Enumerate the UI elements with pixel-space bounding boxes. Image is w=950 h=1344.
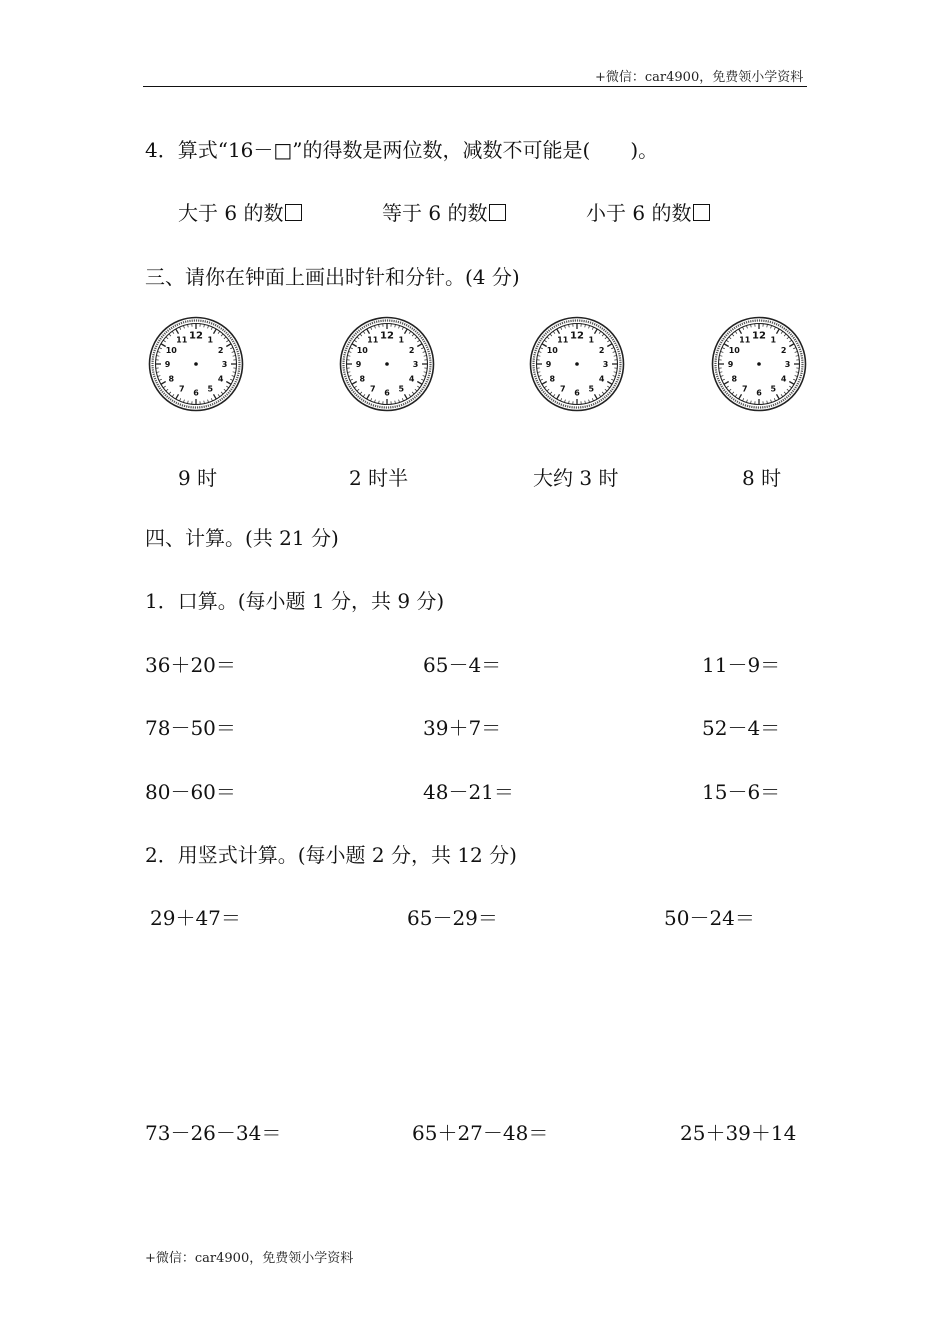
clock-number: 6 — [574, 388, 580, 398]
clock-number: 11 — [739, 335, 751, 345]
clock-number: 11 — [367, 335, 379, 345]
clock-number: 10 — [356, 345, 368, 355]
clock-number: 3 — [221, 360, 228, 369]
clock-number: 7 — [559, 384, 566, 394]
clock-number: 2 — [217, 345, 224, 355]
q4-option-3-label: 小于 6 的数 — [586, 201, 692, 225]
clock-number: 5 — [588, 384, 595, 394]
oral-calc-item: 78－50＝ — [145, 716, 236, 740]
clock-number: 11 — [557, 335, 569, 345]
q4-option-2-label: 等于 6 的数 — [382, 201, 488, 225]
section-3-title: 三、请你在钟面上画出时针和分针。(4 分) — [145, 265, 520, 289]
clock-center-dot — [757, 362, 761, 366]
part-1-title: 1．口算。(每小题 1 分，共 9 分) — [145, 589, 445, 613]
vertical-calc-item: 65－29＝ — [407, 906, 498, 930]
q4-option-1-checkbox[interactable] — [285, 204, 302, 221]
clock-number: 8 — [549, 374, 556, 384]
clock-number: 8 — [731, 374, 738, 384]
clock-center-dot — [385, 362, 389, 366]
clock-number: 3 — [412, 360, 419, 369]
clock-number: 4 — [217, 374, 224, 384]
part-2-title: 2．用竖式计算。(每小题 2 分，共 12 分) — [145, 843, 517, 867]
clock-number: 10 — [546, 345, 558, 355]
clock-number: 3 — [784, 360, 791, 369]
clock-number: 1 — [398, 335, 405, 345]
q4-option-2-checkbox[interactable] — [489, 204, 506, 221]
q4-option-1 — [178, 199, 302, 227]
clock-number: 9 — [727, 360, 734, 369]
clock-number: 1 — [207, 335, 214, 345]
clock-number: 4 — [408, 374, 415, 384]
clock-number: 4 — [598, 374, 605, 384]
oral-calc-item: 80－60＝ — [145, 780, 236, 804]
header-divider — [143, 86, 807, 87]
clock-number: 7 — [741, 384, 748, 394]
footer-watermark-note: +微信：car4900，免费领小学资料 — [145, 1251, 354, 1266]
clock-number: 9 — [164, 360, 171, 369]
clock-number: 12 — [380, 330, 394, 342]
vertical-calc-item: 73－26－34＝ — [145, 1121, 282, 1145]
clock-number: 8 — [359, 374, 366, 384]
clock-number: 1 — [588, 335, 595, 345]
clock-number: 4 — [780, 374, 787, 384]
oral-calc-item: 65－4＝ — [423, 653, 502, 677]
clock-number: 12 — [752, 330, 766, 342]
question-4-stem: 4．算式“16－□”的得数是两位数，减数不可能是( )。 — [145, 138, 659, 162]
clock-number: 7 — [178, 384, 185, 394]
clock-label-1: 9 时 — [178, 466, 218, 490]
clock-face-1[interactable] — [147, 316, 245, 412]
clock-face-4[interactable] — [710, 316, 808, 412]
oral-calc-item: 15－6＝ — [702, 780, 781, 804]
q4-option-1-label: 大于 6 的数 — [178, 201, 284, 225]
clock-number: 6 — [193, 388, 199, 398]
clock-number: 12 — [189, 330, 203, 342]
oral-calc-item: 39＋7＝ — [423, 716, 502, 740]
clock-number: 10 — [728, 345, 740, 355]
clock-number: 9 — [545, 360, 552, 369]
clock-number: 1 — [770, 335, 777, 345]
clock-number: 6 — [384, 388, 390, 398]
clock-number: 2 — [408, 345, 415, 355]
clock-number: 2 — [780, 345, 787, 355]
header-watermark-note: +微信：car4900，免费领小学资料 — [595, 70, 804, 85]
q4-option-2 — [382, 199, 506, 227]
q4-option-3-checkbox[interactable] — [693, 204, 710, 221]
oral-calc-item: 36＋20＝ — [145, 653, 236, 677]
clock-number: 11 — [176, 335, 188, 345]
clock-face-3[interactable] — [528, 316, 626, 412]
clock-label-4: 8 时 — [742, 466, 782, 490]
clock-number: 6 — [756, 388, 762, 398]
oral-calc-item: 52－4＝ — [702, 716, 781, 740]
clock-number: 5 — [770, 384, 777, 394]
clock-number: 2 — [598, 345, 605, 355]
clock-center-dot — [575, 362, 579, 366]
clock-number: 9 — [355, 360, 362, 369]
clock-number: 3 — [602, 360, 609, 369]
vertical-calc-item: 29＋47＝ — [150, 906, 241, 930]
vertical-calc-item: 25＋39＋14 — [680, 1121, 797, 1145]
clock-number: 8 — [168, 374, 175, 384]
clock-label-3: 大约 3 时 — [533, 466, 619, 490]
clock-number: 5 — [207, 384, 214, 394]
oral-calc-item: 48－21＝ — [423, 780, 514, 804]
clock-number: 12 — [570, 330, 584, 342]
clock-center-dot — [194, 362, 198, 366]
clock-number: 7 — [369, 384, 376, 394]
clock-label-2: 2 时半 — [349, 466, 409, 490]
vertical-calc-item: 65＋27－48＝ — [412, 1121, 549, 1145]
oral-calc-item: 11－9＝ — [702, 653, 781, 677]
clock-number: 10 — [165, 345, 177, 355]
clock-number: 5 — [398, 384, 405, 394]
vertical-calc-item: 50－24＝ — [664, 906, 755, 930]
clock-face-2[interactable] — [338, 316, 436, 412]
q4-option-3 — [586, 199, 710, 227]
section-4-title: 四、计算。(共 21 分) — [145, 526, 339, 550]
